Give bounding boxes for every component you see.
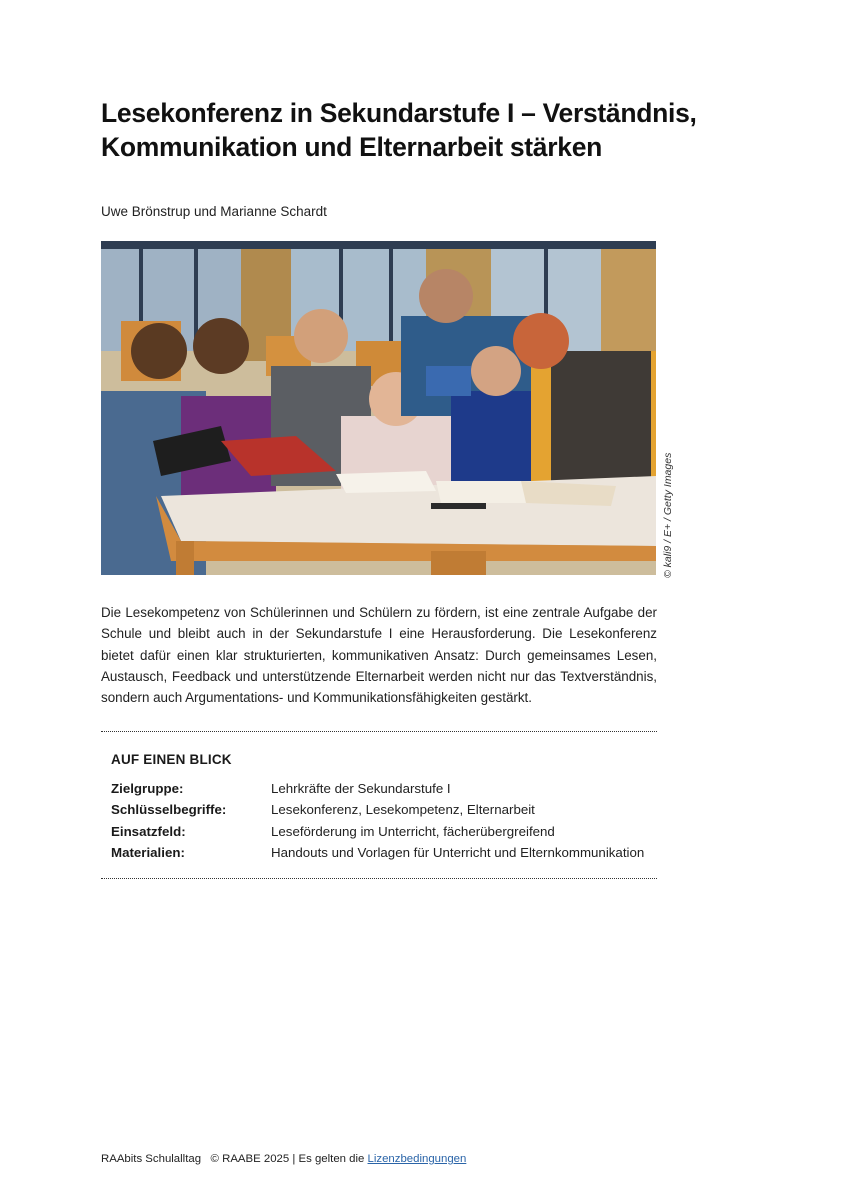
fact-label: Zielgruppe:	[111, 781, 184, 796]
students-reading-photo	[101, 241, 656, 575]
fact-value: Leseförderung im Unterricht, fächerübergreifend	[271, 823, 555, 839]
fact-row-target-group	[111, 781, 651, 802]
fact-row-keywords	[111, 802, 651, 823]
fact-row-field-of-use	[111, 824, 651, 845]
title-line-2: Kommunikation und Elternarbeit stärken	[101, 132, 603, 162]
page-title	[101, 96, 721, 164]
license-link[interactable]: Lizenzbedingungen	[367, 1153, 467, 1165]
title-line-1: Lesekonferenz in Sekundarstufe I – Verständnis,	[101, 98, 697, 128]
image-credit: © kali9 / E+ / Getty Images	[662, 452, 674, 578]
fact-value: Handouts und Vorlagen für Unterricht und Elternkommunikation	[271, 844, 645, 860]
fact-value: Lesekonferenz, Lesekompetenz, Elternarbeit	[271, 802, 535, 818]
fact-row-materials	[111, 845, 651, 866]
footer-text: RAAbits Schulalltag © RAABE 2025 | Es gelten die	[101, 1153, 368, 1165]
authors: Uwe Brönstrup und Marianne Schardt	[101, 204, 327, 219]
fact-label: Schlüsselbegriffe:	[111, 802, 227, 818]
intro-paragraph: Die Lesekompetenz von Schülerinnen und Schülern zu fördern, ist eine zentrale Aufgabe der Schule und bleibt auch in der Sekundarstufe I eine Herausforderung. Die Lesekonferenz bietet dafür einen klar strukturierten, kommunikativen Ansatz: Durch gemeinsames Lesen, Austausch, Feedback und unterstützende Elternarbeit werden nicht nur das Textverständnis, sondern auch Argumentations- und Kommunikationsfähigkeiten gestärkt.	[101, 605, 657, 706]
fact-label: Einsatzfeld:	[111, 823, 186, 839]
fact-label: Materialien:	[111, 844, 185, 860]
overview-facts	[111, 781, 651, 866]
page-footer	[101, 1153, 466, 1165]
overview-top-divider	[101, 731, 657, 732]
fact-value: Lehrkräfte der Sekundarstufe I	[271, 781, 451, 796]
overview-heading: AUF EINEN BLICK	[111, 752, 232, 767]
overview-bottom-divider	[101, 878, 657, 879]
